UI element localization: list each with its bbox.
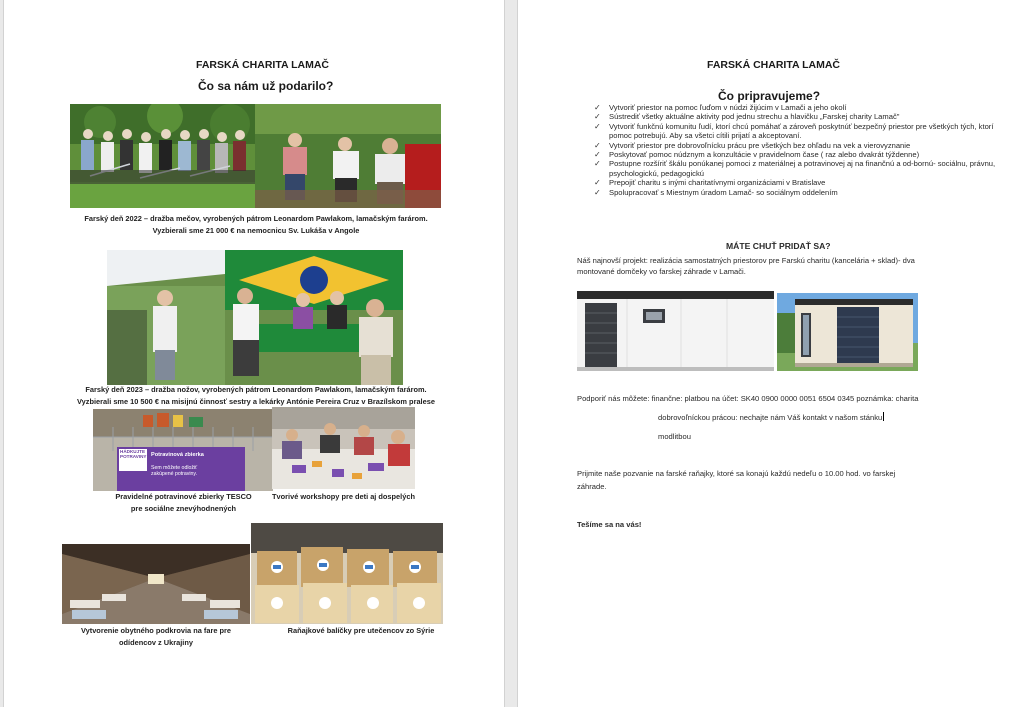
photo-tvorive-workshopy — [272, 407, 415, 489]
plans-checklist-item-text: Vytvoriť priestor na pomoc ľuďom v núdzi žijúcim v Lamači a jeho okolí — [609, 103, 847, 112]
plans-checklist — [592, 103, 1012, 197]
caption-ranajkove-balicky-line1: Raňajkové balíčky pre utečencov zo Sýrie — [287, 626, 435, 635]
tesco-sign-line2: zakúpené potraviny. — [151, 471, 198, 477]
photo-ranajkove-balicky — [251, 523, 443, 624]
plans-checklist-item — [592, 178, 1012, 187]
left-page-subtitle: Čo sa nám už podarilo? — [198, 79, 334, 93]
plans-checklist-item — [592, 141, 1012, 150]
plans-checklist-item — [592, 159, 1012, 178]
caption-farsky-den-2022 — [64, 213, 448, 237]
plans-checklist-item-text: Sústrediť všetky aktuálne aktivity pod jednu strechu a hlavičku „Farskej charity Lamač" — [609, 112, 900, 122]
tesco-sign-logo-text: HÁDKUJTE POTRAVINY — [120, 449, 147, 459]
plans-checklist-item — [592, 103, 1012, 112]
caption-tesco-zbierka-line1: Pravidelné potravinové zbierky TESCO — [115, 492, 252, 501]
checkmark-icon: ✓ — [594, 140, 601, 150]
caption-tvorive-workshopy-line1: Tvorivé workshopy pre deti aj dospelých — [272, 492, 415, 501]
project-text-line1: Náš najnovší projekt: realizácia samostatných priestorov pre Farskú charitu (kancelária + sklad)- dva — [577, 256, 915, 265]
plans-checklist-item — [592, 188, 1012, 197]
checkmark-icon: ✓ — [594, 159, 601, 169]
plans-checklist-item-text: Vytvoriť priestor pre dobrovoľnícku prácu pre všetkých bez ohľadu na vek a vierovyznanie — [609, 140, 911, 150]
invite-line1: Prijmite naše pozvanie na farské raňajky, ktoré sa konajú každú nedeľu o 10.00 hod. vo farskej — [577, 469, 896, 478]
checkmark-icon: ✓ — [594, 187, 601, 197]
text-cursor — [883, 412, 884, 421]
caption-tesco-zbierka-line2: pre sociálne znevýhodnených — [130, 504, 237, 513]
plans-checklist-item-text: Prepojiť charitu s inými charitatívnymi organizáciami v Bratislave — [609, 178, 826, 188]
invite-line2: záhrade. — [577, 482, 607, 491]
right-page-title: FARSKÁ CHARITA LAMAČ — [707, 59, 840, 71]
left-page-title: FARSKÁ CHARITA LAMAČ — [196, 59, 329, 71]
plans-checklist-item-text: Spolupracovať s Miestnym úradom Lamač- so sociálnym oddelením — [609, 187, 838, 197]
photo-farsky-den-2022-group — [70, 104, 256, 208]
photo-farsky-den-2022-panel — [255, 104, 441, 208]
plans-checklist-item — [592, 122, 1012, 141]
project-text-line2: montované domčeky vo farskej záhrade v Lamači. — [577, 267, 746, 276]
photo-podkrovie — [62, 544, 250, 624]
checkmark-icon: ✓ — [594, 103, 601, 112]
support-line-prayer: modlitbou — [658, 432, 691, 441]
closing-text: Tešíme sa na vás! — [577, 520, 642, 529]
support-line-volunteer-text: dobrovoľníckou prácou: nechajte nám Váš kontakt v našom stánku — [658, 413, 883, 422]
caption-tvorive-workshopy — [266, 491, 421, 503]
plans-checklist-item-text: Postupne rozšíriť škálu ponúkanej pomoci z materiálnej a potravinovej aj na finančnú a od-bornú- sociálnu, právnu, psychologickú, pedagogickú — [609, 159, 996, 178]
caption-tesco-zbierka — [112, 491, 255, 515]
caption-farsky-den-2023-line1: Farský deň 2023 – dražba nožov, vyrobených pátrom Leonardom Pawlakom, lamačským farárom. — [85, 385, 427, 394]
tesco-sign-title: Potravinová zbierka — [151, 452, 204, 458]
tesco-sign-line1: Sem môžete odložiť — [151, 465, 198, 471]
right-page — [518, 0, 1020, 707]
caption-podkrovie — [58, 625, 254, 649]
photo-montovany-domcek-side — [777, 293, 918, 371]
join-heading: MÁTE CHUŤ PRIDAŤ SA? — [726, 241, 831, 251]
checkmark-icon: ✓ — [594, 178, 601, 188]
checkmark-icon: ✓ — [594, 121, 601, 131]
right-page-subtitle: Čo pripravujeme? — [718, 89, 821, 103]
caption-farsky-den-2022-line1: Farský deň 2022 – dražba mečov, vyrobených pátrom Leonardom Pawlakom, lamačským farárom. — [84, 214, 428, 223]
support-line-volunteer — [658, 412, 884, 423]
photo-farsky-den-2023 — [107, 250, 403, 385]
plans-checklist-item-text: Vytvoriť funkčnú komunitu ľudí, ktorí chcú pomáhať a zároveň poskytnúť bezpečný priestor pre všetkých tých, ktorí pomoc potrebujú. Aby sa všetci cítili prijatí a akceptovaní. — [609, 121, 994, 141]
tesco-sign — [117, 447, 245, 491]
plans-checklist-item — [592, 150, 1012, 159]
caption-podkrovie-line1: Vytvorenie obytného podkrovia na fare pre — [80, 626, 232, 635]
caption-ranajkove-balicky — [281, 625, 441, 637]
checkmark-icon: ✓ — [594, 112, 601, 122]
caption-farsky-den-2023 — [64, 384, 448, 408]
support-line-finance: Podporiť nás môžete: finančne: platbou na účet: SK40 0900 0000 0051 6504 0345 poznámka: charita — [577, 394, 919, 403]
plans-checklist-item — [592, 112, 1012, 121]
caption-farsky-den-2023-line2: Vyzbierali sme 10 500 € na misijnú činnosť sestry a lekárky Antónie Pereira Cruz v Brazílskom pralese — [77, 397, 435, 406]
photo-montovany-domcek-front — [577, 287, 774, 371]
checkmark-icon: ✓ — [594, 150, 601, 160]
caption-farsky-den-2022-line2: Vyzbierali sme 21 000 € na nemocnicu Sv. Lukáša v Angole — [152, 226, 360, 235]
left-page — [4, 0, 504, 707]
caption-podkrovie-line2: odídencov z Ukrajiny — [119, 638, 193, 647]
plans-checklist-item-text: Poskytovať pomoc núdznym a konzultácie v pravidelnom čase ( raz alebo dvakrát týždenne) — [609, 150, 920, 160]
